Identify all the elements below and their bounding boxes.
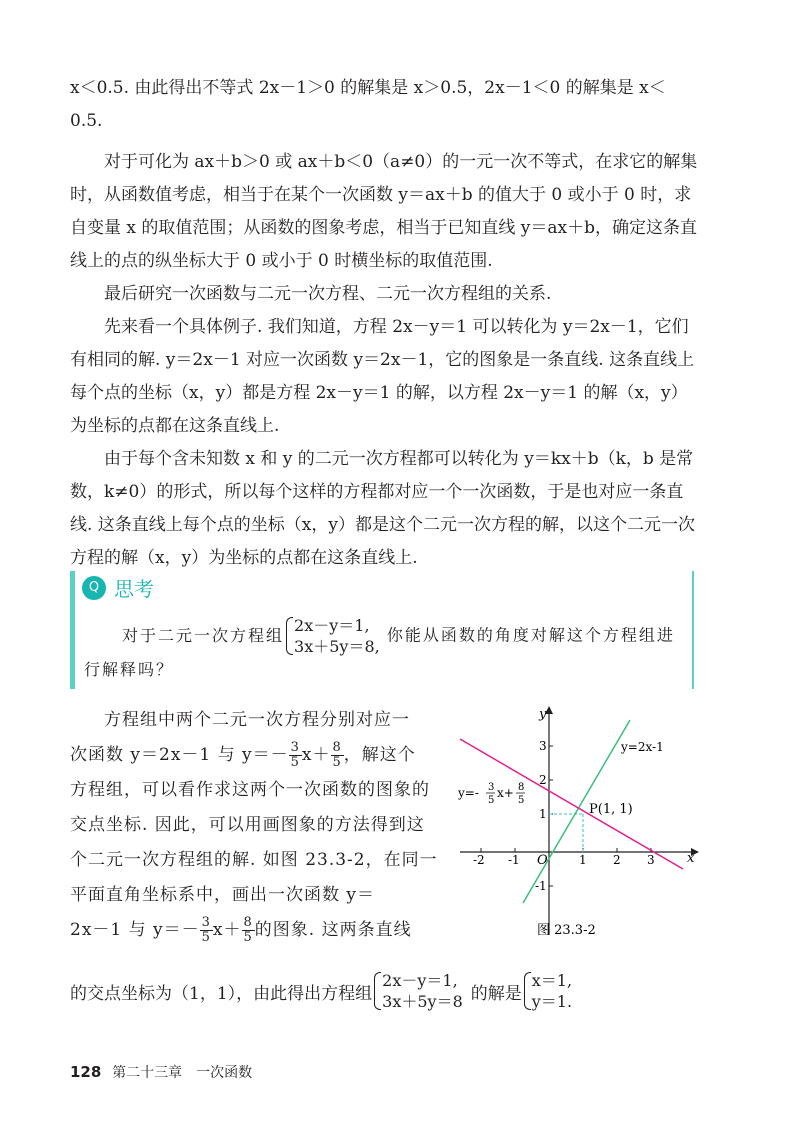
chapter-title: 第二十三章 一次函数	[112, 1065, 253, 1081]
think-before: 对于二元一次方程组	[122, 625, 285, 645]
line2-frac-3-den: 5	[488, 795, 495, 806]
solution-y: y＝1.	[531, 992, 573, 1011]
left-line-2a: 次函数 y＝2x－1 与 y＝－	[70, 745, 289, 765]
paragraph-5: 由于每个含未知数 x 和 y 的二元一次方程都可以转化为 y＝kx＋b（k，b 是常数，k≠0）的形式，所以每个这样的方程都对应一个一次函数，于是也对应一条直线. 这条直线上每个点的坐标（x，y）都是这个二元一次方程的解，以这个二元一次方程的解（x，y）为坐标的点都在这条直线上.	[70, 449, 695, 568]
equation-2: 3x＋5y＝8	[382, 992, 463, 1011]
frac-den: 5	[290, 755, 300, 770]
page-number: 128	[70, 1063, 102, 1081]
left-line-1: 方程组中两个二元一次方程分别对应一	[104, 710, 410, 730]
conclusion-line	[70, 970, 710, 1012]
line2-label-b: x+	[497, 786, 514, 800]
frac-den: 5	[332, 755, 342, 770]
think-box	[70, 571, 694, 689]
x-tick-label: 3	[647, 853, 655, 867]
line2-frac-3-num: 3	[488, 782, 495, 793]
paragraph-4: 先来看一个具体例子. 我们知道，方程 2x－y＝1 可以转化为 y＝2x－1，它们有相同的解. y＝2x－1 对应一次函数 y＝2x－1，它的图象是一条直线. 这条直线上每个点的坐标（x，y）都是方程 2x－y＝1 的解，以方程 2x－y＝1 的解（x，y）为坐标的点都在这条直线上.	[70, 317, 695, 436]
left-line-4b: x＋	[212, 920, 242, 940]
think-box-left-bar	[70, 571, 75, 689]
frac-num: 3	[201, 915, 211, 930]
left-line-2b: x＋	[301, 745, 331, 765]
frac-num: 3	[290, 740, 300, 755]
equation-2: 3x＋5y＝8,	[294, 637, 380, 656]
paragraph-3: 最后研究一次函数与二元一次方程、二元一次方程组的关系.	[104, 284, 552, 304]
body-text	[70, 72, 698, 575]
left-line-2	[70, 738, 442, 773]
line2-label-a: y=-	[458, 786, 479, 800]
equation-system	[284, 615, 380, 657]
equation-system-2	[372, 970, 463, 1012]
line2-frac-8-num: 8	[518, 782, 525, 793]
x-tick-label: -2	[473, 853, 485, 867]
coordinate-figure	[455, 700, 705, 945]
left-line-4c: 的图象. 这两条直线	[254, 920, 412, 940]
left-line-2c: ，解这个	[343, 745, 416, 765]
left-line-4	[70, 913, 442, 948]
frac-den: 5	[243, 930, 253, 945]
conclusion-before: 的交点坐标为（1，1），由此得出方程组	[70, 983, 373, 1004]
think-box-right-bar	[692, 571, 694, 689]
figure-caption: 图 23.3-2	[537, 923, 596, 938]
fraction-8-5	[331, 741, 344, 770]
x-axis-label: x	[687, 851, 695, 866]
x-tick-label: 2	[613, 853, 621, 867]
fraction-8-5-b	[242, 916, 255, 945]
line2-frac-8-den: 5	[518, 795, 525, 806]
left-line-4a: 2x－1 与 y＝－	[70, 920, 200, 940]
page-footer	[70, 1062, 252, 1082]
line1-label: y=2x-1	[621, 740, 664, 754]
paragraph-1: x＜0.5. 由此得出不等式 2x－1＞0 的解集是 x＞0.5，2x－1＜0 的解集是 x＜0.5.	[70, 78, 666, 131]
equation-1: 2x－y＝1,	[382, 971, 458, 990]
y-tick-label: 3	[539, 739, 547, 753]
frac-den: 5	[201, 930, 211, 945]
paragraph-2: 对于可化为 ax＋b＞0 或 ax＋b＜0（a≠0）的一元一次不等式，在求它的解集时，从函数值考虑，相当于在某个一次函数 y＝ax＋b 的值大于 0 或小于 0 时，求自变量 x 的取值范围；从函数的图象考虑，相当于已知直线 y＝ax＋b，确定这条直线上的点的纵坐标大于 0 或小于 0 时横坐标的取值范围.	[70, 152, 698, 271]
think-header	[82, 573, 154, 602]
lightbulb-icon: Q	[82, 576, 106, 600]
think-question	[84, 615, 684, 680]
y-tick-label: -1	[535, 879, 547, 893]
y-tick-label: 1	[539, 807, 547, 821]
y-tick-label: 2	[539, 773, 547, 787]
conclusion-mid: 的解是	[470, 983, 522, 1004]
think-title: 思考	[114, 577, 154, 601]
equation-1: 2x－y＝1,	[294, 616, 370, 635]
solution-x: x＝1,	[531, 971, 573, 990]
think-after: 你能从函数的角度对解这个方程组进行解释吗？	[84, 625, 675, 679]
frac-num: 8	[332, 740, 342, 755]
fraction-3-5-b	[200, 916, 213, 945]
origin-label: O	[537, 853, 548, 868]
point-p-label: P(1, 1)	[589, 802, 633, 817]
solution-system	[522, 970, 572, 1012]
y-axis-label: y	[539, 707, 547, 722]
frac-num: 8	[243, 915, 253, 930]
left-column-text	[70, 703, 442, 948]
x-tick-label: -1	[508, 853, 520, 867]
left-line-3: 方程组，可以看作求这两个一次函数的图象的交点坐标. 因此，可以用画图象的方法得到这个二元一次方程组的解. 如图 23.3-2，在同一平面直角坐标系中，画出一次函数 y＝	[70, 780, 438, 905]
x-tick-label: 1	[579, 853, 587, 867]
fraction-3-5	[289, 741, 302, 770]
